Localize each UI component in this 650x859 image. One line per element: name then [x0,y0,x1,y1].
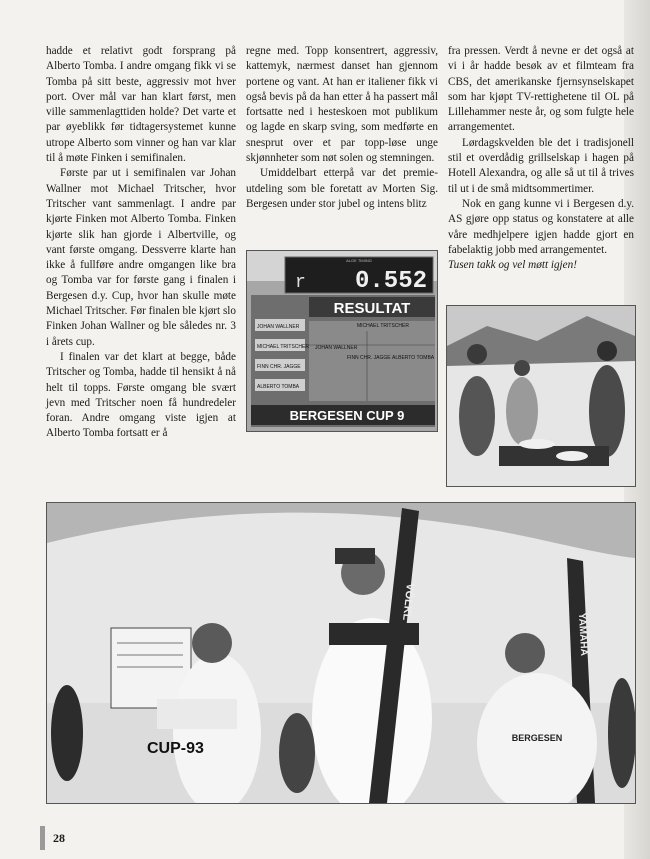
bracket-name: FINN CHR. JAGGE [347,355,391,361]
page-number: 28 [40,826,65,850]
paragraph: I finalen var det klart at begge, både Tritscher og Tomba, hadde til hensikt å nå helt til topps. Første omgang ble svært jevn med Tritscher noen få hundredeler foran. Andre omgang viste igjen at Alberto Tomba fortsatt er å [46,350,236,440]
paragraph: Umiddelbart etterpå var det premie-utdeling som ble foretatt av Morten Sig. Bergesen under stor jubel og intens blitz [246,167,438,210]
timer-brand: ALGE TIMING [346,258,372,263]
results-board-photo [246,250,438,432]
paragraph: Nok en gang kunne vi i Bergesen d.y. AS gjøre opp status og konstatere at alle våre medhjelpere igjen hadde gjort en fabelaktig jobb med arrangementet. [448,197,634,256]
bracket-name: ALBERTO TOMBA [392,355,435,361]
paragraph: regne med. Topp konsentrert, aggressiv, kattemyk, nærmest danset han gjennom portene og vant. At han er italiener fikk vi også bevis på da han etter å ha passert mål fortsatte ned i hesteskoen mot publikum og lagde en skarp sving, som medførte en snesprut over et par topp-løse unge skjønnheter som nøt solen og stemningen. [246,45,438,165]
board-name: MICHAEL TRITSCHER [257,344,309,350]
closing-line: Tusen takk og vel møtt igjen! [448,259,577,272]
bib-text: CUP-93 [147,740,204,757]
timer-display: 0.552 [354,268,427,295]
ski-brand: VÖLKL [400,582,416,622]
board-name: FINN CHR. JAGGE [257,364,301,370]
board-title: RESULTAT [333,300,411,317]
board-name: ALBERTO TOMBA [257,384,300,390]
article-column-2 [246,44,438,212]
paragraph: fra pressen. Verdt å nevne er det også at vi i år hadde besøk av et filmteam fra CBS, det amerikanske fjernsynselskapet som har kjøpt TV-rettighetene til OL på Lillehammer neste år, og som fulgte hele arrangementet. [448,45,634,134]
ski-brand: YAMAHA [576,612,590,657]
bracket-name: MICHAEL TRITSCHER [357,323,409,329]
banner-text: BERGESEN CUP 9 [289,408,405,423]
article-column-1 [46,44,236,442]
paragraph: hadde et relativt godt forsprang på Alberto Tomba. I andre omgang fikk vi se Tomba på sitt beste, aggressiv mot hver port. Over mål var han klart først, men ville sammenlagttiden holde? Det varte et par øyeblikk før tidtagersystemet kunne utrope Alberto som vinner og han var klar til å møte Finken i semifinalen. [46,45,236,165]
bracket-name: JOHAN WALLNER [315,345,358,351]
paragraph: Første par ut i semifinalen var Johan Wallner mot Michael Tritscher, hvor Tritscher vant sammenlagt. I andre par kjørte Finken mot Alberto Tomba. Finken kjørte slik han gjorde i Albertville, og vant første omgang. Dessverre klarte han ikke å fullføre andre omgangen like bra og Tomba var for første gang i finalen i Bergesen d.y. Cup, hvor han skulle møte Michael Tritscher. Før finalen ble kjørt slo Finken Johan Wallner og ble således nr. 3 i årets cup. [46,167,236,348]
svg-text:r: r [295,273,306,293]
board-name: JOHAN WALLNER [257,324,300,330]
shirt-text: BERGESEN [511,733,563,743]
podium-photo [46,502,636,804]
paragraph: Lørdagskvelden ble det i tradisjonell stil et overdådig grillselskap i hagen på Hotell Alexandra, og alle så ut til å trives til ut i de små midtsommertimer. [448,136,634,195]
article-column-3 [448,44,634,273]
barbecue-photo [446,305,636,487]
